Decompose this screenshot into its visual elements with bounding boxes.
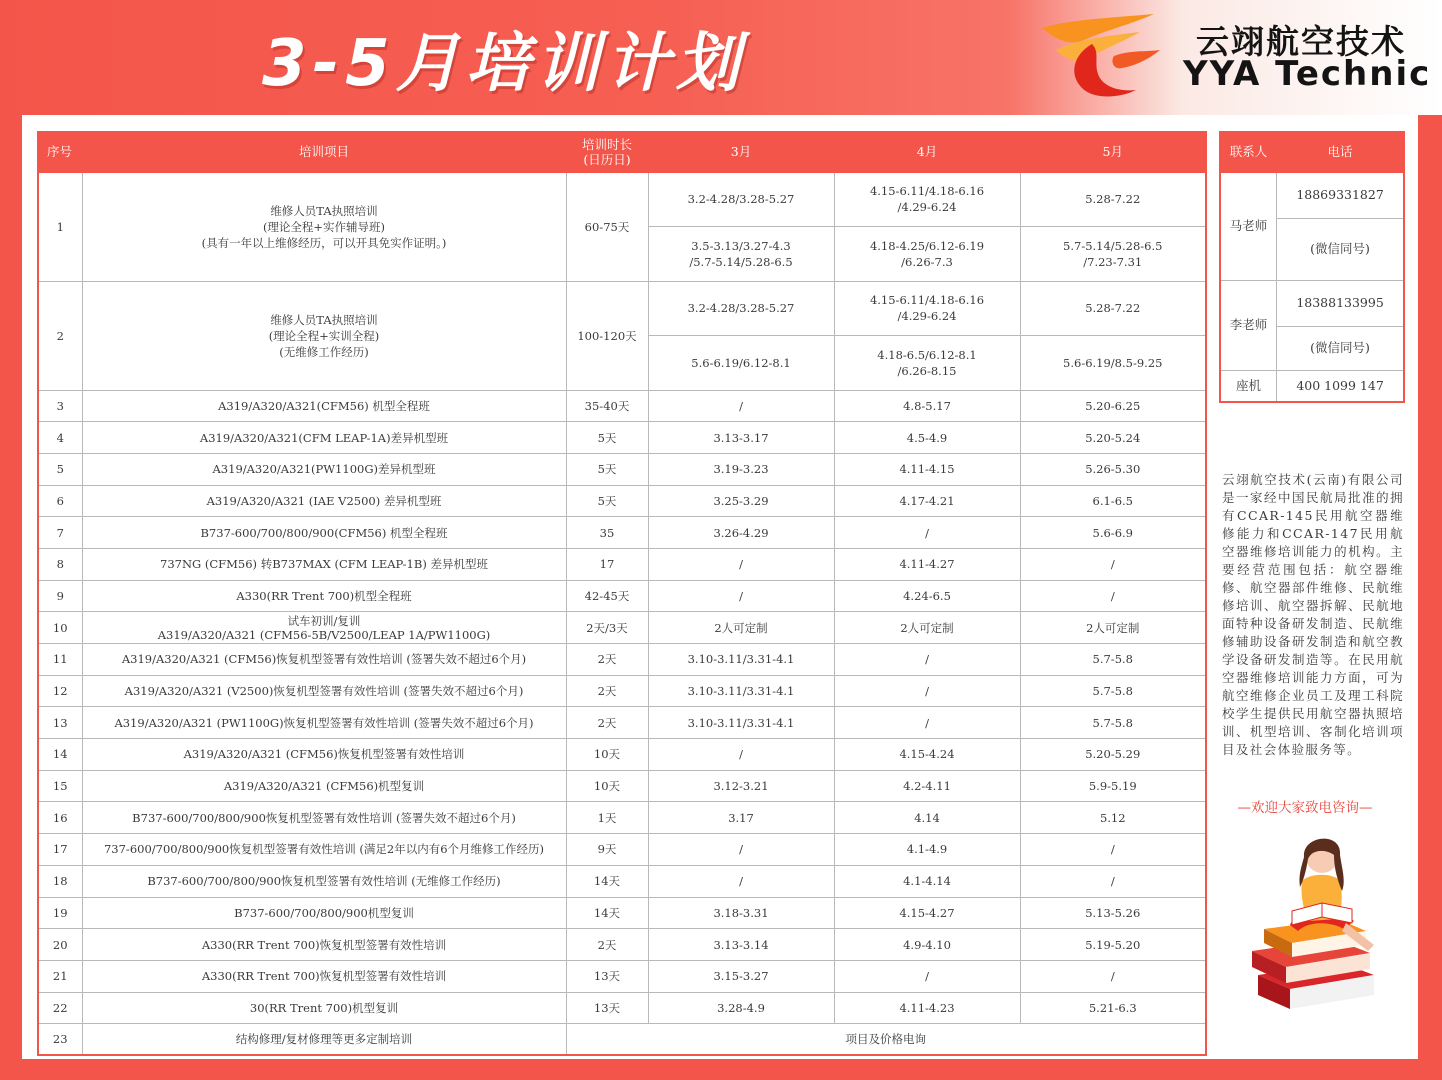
row-serial: 23 [38,1024,82,1056]
row-april: / [834,707,1020,739]
row-serial: 22 [38,992,82,1024]
table-row [38,897,1206,929]
table-row [38,929,1206,961]
row-march: 3.17 [648,802,834,834]
row-april: 4.5-4.9 [834,422,1020,454]
row-march: 3.10-3.11/3.31-4.1 [648,707,834,739]
row-april: / [834,960,1020,992]
row-april: 4.17-4.21 [834,485,1020,517]
row-project: 737NG (CFM56) 转B737MAX (CFM LEAP-1B) 差异机型班 [82,548,566,580]
row-serial: 15 [38,770,82,802]
row-april: 4.15-6.11/4.18-6.16 /4.29-6.24 [834,281,1020,336]
row-march: 3.2-4.28/3.28-5.27 [648,172,834,227]
row-march: 3.19-3.23 [648,453,834,485]
row-may: 5.7-5.8 [1020,707,1206,739]
row-may: 5.6-6.9 [1020,517,1206,549]
table-row [38,422,1206,454]
row-may: / [1020,580,1206,612]
row-march: 3.28-4.9 [648,992,834,1024]
table-row [38,865,1206,897]
header-march: 3月 [648,132,834,172]
row-may: 5.26-5.30 [1020,453,1206,485]
brand-name-cn: 云翊航空技术 [1196,22,1406,61]
row-project: A319/A320/A321(CFM56) 机型全程班 [82,390,566,422]
row-may: 5.9-5.19 [1020,770,1206,802]
reading-girl-illustration [1246,825,1396,1030]
row-may: 5.28-7.22 [1020,172,1206,227]
row-march: 2人可定制 [648,612,834,644]
row-duration: 10天 [566,770,648,802]
row-march: 3.13-3.17 [648,422,834,454]
row-duration: 5天 [566,422,648,454]
row-april: 4.2-4.11 [834,770,1020,802]
yya-logo-icon [1036,10,1166,102]
page-title: 3-5月培训计划 [262,27,746,101]
row-serial: 5 [38,453,82,485]
row-project: B737-600/700/800/900恢复机型签署有效性培训 (无维修工作经历) [82,865,566,897]
table-row [38,390,1206,422]
row-may: 5.7-5.8 [1020,675,1206,707]
contact-name: 马老师 [1220,172,1277,280]
row-may: 5.13-5.26 [1020,897,1206,929]
row-project: A319/A320/A321 (IAE V2500) 差异机型班 [82,485,566,517]
row-serial: 20 [38,929,82,961]
table-row [38,1024,1206,1056]
row-april: 2人可定制 [834,612,1020,644]
row-may: 5.6-6.19/8.5-9.25 [1020,336,1206,391]
row-march: / [648,865,834,897]
row-april: 4.15-4.27 [834,897,1020,929]
row-duration: 2天 [566,929,648,961]
contact-phone[interactable]: 18388133995 [1277,280,1404,326]
row-serial: 16 [38,802,82,834]
table-row [38,485,1206,517]
welcome-message: —欢迎大家致电咨询— [1237,800,1373,816]
row-note: 项目及价格电询 [566,1024,1206,1056]
row-may: 5.12 [1020,802,1206,834]
header-april: 4月 [834,132,1020,172]
table-row [38,580,1206,612]
row-april: 4.11-4.15 [834,453,1020,485]
row-april: 4.9-4.10 [834,929,1020,961]
row-march: 3.26-4.29 [648,517,834,549]
contact-name: 李老师 [1220,280,1277,370]
contact-wechat-note: (微信同号) [1277,218,1404,280]
row-serial: 4 [38,422,82,454]
contacts-header-row [1220,132,1404,172]
row-may: 5.7-5.8 [1020,644,1206,676]
row-march: / [648,390,834,422]
row-project: 结构修理/复材修理等更多定制培训 [82,1024,566,1056]
row-duration: 14天 [566,865,648,897]
contacts-table [1219,131,1405,403]
row-duration: 9天 [566,834,648,866]
row-duration: 42-45天 [566,580,648,612]
table-row [38,675,1206,707]
row-may: 5.28-7.22 [1020,281,1206,336]
row-duration: 5天 [566,453,648,485]
row-may: 5.19-5.20 [1020,929,1206,961]
row-serial: 11 [38,644,82,676]
row-serial: 1 [38,172,82,281]
training-schedule-table [37,131,1207,1056]
row-march: 3.13-3.14 [648,929,834,961]
contact-phone[interactable]: 18869331827 [1277,172,1404,218]
table-row [38,802,1206,834]
row-april: 4.15-4.24 [834,739,1020,771]
row-may: / [1020,548,1206,580]
table-row [38,992,1206,1024]
table-row [38,834,1206,866]
row-march: 3.25-3.29 [648,485,834,517]
row-serial: 3 [38,390,82,422]
row-april: 4.18-4.25/6.12-6.19 /6.26-7.3 [834,227,1020,282]
row-march: / [648,548,834,580]
header-project: 培训项目 [82,132,566,172]
row-april: 4.14 [834,802,1020,834]
table-row [38,453,1206,485]
table-row [38,281,1206,336]
row-project: A330(RR Trent 700)机型全程班 [82,580,566,612]
header-phone: 电话 [1277,132,1404,172]
row-march: 3.15-3.27 [648,960,834,992]
landline-label: 座机 [1220,370,1277,402]
row-project: 试车初训/复训 A319/A320/A321 (CFM56-5B/V2500/LEAP 1A/PW1100G) [82,612,566,644]
row-duration: 10天 [566,739,648,771]
table-row [38,548,1206,580]
row-serial: 12 [38,675,82,707]
row-march: 3.5-3.13/3.27-4.3 /5.7-5.14/5.28-6.5 [648,227,834,282]
table-row [38,172,1206,227]
row-serial: 19 [38,897,82,929]
row-serial: 18 [38,865,82,897]
row-duration: 100-120天 [566,281,648,390]
row-duration: 2天/3天 [566,612,648,644]
row-march: / [648,739,834,771]
row-project: 维修人员TA执照培训 (理论全程+实训全程) (无维修工作经历) [82,281,566,390]
row-duration: 60-75天 [566,172,648,281]
header-duration: 培训时长 (日历日) [566,132,648,172]
row-project: A319/A320/A321(CFM LEAP-1A)差异机型班 [82,422,566,454]
table-header-row [38,132,1206,172]
row-duration: 13天 [566,960,648,992]
row-march: 3.12-3.21 [648,770,834,802]
row-march: / [648,580,834,612]
row-april: 4.24-6.5 [834,580,1020,612]
row-may: 2人可定制 [1020,612,1206,644]
header-contact: 联系人 [1220,132,1277,172]
header-banner [0,0,1442,115]
row-project: A319/A320/A321 (V2500)恢复机型签署有效性培训 (签署失效不超过6个月) [82,675,566,707]
row-serial: 21 [38,960,82,992]
row-may: 5.7-5.14/5.28-6.5 /7.23-7.31 [1020,227,1206,282]
row-serial: 7 [38,517,82,549]
row-duration: 13天 [566,992,648,1024]
row-march: 3.18-3.31 [648,897,834,929]
row-serial: 10 [38,612,82,644]
contact-row [1220,172,1404,218]
row-march: 3.10-3.11/3.31-4.1 [648,675,834,707]
row-april: 4.11-4.27 [834,548,1020,580]
row-march: / [648,834,834,866]
brand-name-en: YYA Technic [1183,54,1432,94]
row-may: 6.1-6.5 [1020,485,1206,517]
row-serial: 17 [38,834,82,866]
contact-wechat-note: (微信同号) [1277,326,1404,370]
row-duration: 2天 [566,707,648,739]
row-april: 4.11-4.23 [834,992,1020,1024]
row-project: A319/A320/A321(PW1100G)差异机型班 [82,453,566,485]
row-may: / [1020,865,1206,897]
row-march: 3.2-4.28/3.28-5.27 [648,281,834,336]
row-duration: 35 [566,517,648,549]
row-duration: 2天 [566,675,648,707]
row-project: A319/A320/A321 (CFM56)恢复机型签署有效性培训 (签署失效不超过6个月) [82,644,566,676]
row-may: 5.20-6.25 [1020,390,1206,422]
row-serial: 9 [38,580,82,612]
row-april: 4.15-6.11/4.18-6.16 /4.29-6.24 [834,172,1020,227]
row-duration: 35-40天 [566,390,648,422]
row-project: A319/A320/A321 (CFM56)恢复机型签署有效性培训 [82,739,566,771]
row-project: 30(RR Trent 700)机型复训 [82,992,566,1024]
row-may: / [1020,834,1206,866]
row-serial: 2 [38,281,82,390]
landline-number[interactable]: 400 1099 147 [1277,370,1404,402]
row-project: B737-600/700/800/900(CFM56) 机型全程班 [82,517,566,549]
table-row [38,612,1206,644]
landline-row [1220,370,1404,402]
row-serial: 8 [38,548,82,580]
row-project: A330(RR Trent 700)恢复机型签署有效性培训 [82,929,566,961]
row-serial: 13 [38,707,82,739]
row-duration: 1天 [566,802,648,834]
table-row [38,644,1206,676]
row-april: 4.1-4.9 [834,834,1020,866]
row-project: A330(RR Trent 700)恢复机型签署有效性培训 [82,960,566,992]
row-april: 4.18-6.5/6.12-8.1 /6.26-8.15 [834,336,1020,391]
row-duration: 2天 [566,644,648,676]
row-project: 维修人员TA执照培训 (理论全程+实作辅导班) (具有一年以上维修经历，可以开具免实作证明。) [82,172,566,281]
header-serial: 序号 [38,132,82,172]
table-row [38,960,1206,992]
row-april: / [834,517,1020,549]
table-row [38,770,1206,802]
header-may: 5月 [1020,132,1206,172]
row-project: A319/A320/A321 (CFM56)机型复训 [82,770,566,802]
table-row [38,517,1206,549]
row-april: / [834,644,1020,676]
row-april: 4.1-4.14 [834,865,1020,897]
table-row [38,739,1206,771]
row-duration: 5天 [566,485,648,517]
row-april: / [834,675,1020,707]
row-project: A319/A320/A321 (PW1100G)恢复机型签署有效性培训 (签署失效不超过6个月) [82,707,566,739]
row-project: B737-600/700/800/900机型复训 [82,897,566,929]
row-may: 5.21-6.3 [1020,992,1206,1024]
row-may: 5.20-5.24 [1020,422,1206,454]
row-duration: 14天 [566,897,648,929]
row-serial: 6 [38,485,82,517]
contact-row [1220,280,1404,326]
row-serial: 14 [38,739,82,771]
row-april: 4.8-5.17 [834,390,1020,422]
row-project: 737-600/700/800/900恢复机型签署有效性培训 (满足2年以内有6个月维修工作经历) [82,834,566,866]
row-march: 3.10-3.11/3.31-4.1 [648,644,834,676]
table-row [38,707,1206,739]
row-duration: 17 [566,548,648,580]
row-march: 5.6-6.19/6.12-8.1 [648,336,834,391]
row-may: 5.20-5.29 [1020,739,1206,771]
row-may: / [1020,960,1206,992]
company-description: 云翊航空技术(云南)有限公司是一家经中国民航局批准的拥有CCAR-145民用航空器维修能力和CCAR-147民用航空器维修培训能力的机构。主要经营范围包括：航空器维修、航空器部件维修、民航维修培训、航空器拆解、民航地面特种设备研发制造、民航维修辅助设备研发制造和航空教学设备研发制造等。在民用航空器维修培训能力方面，可为航空维修企业员工及理工科院校学生提供民用航空器执照培训、机型培训、客制化培训项目及社会体验服务等。 [1222,472,1404,757]
row-project: B737-600/700/800/900恢复机型签署有效性培训 (签署失效不超过6个月) [82,802,566,834]
